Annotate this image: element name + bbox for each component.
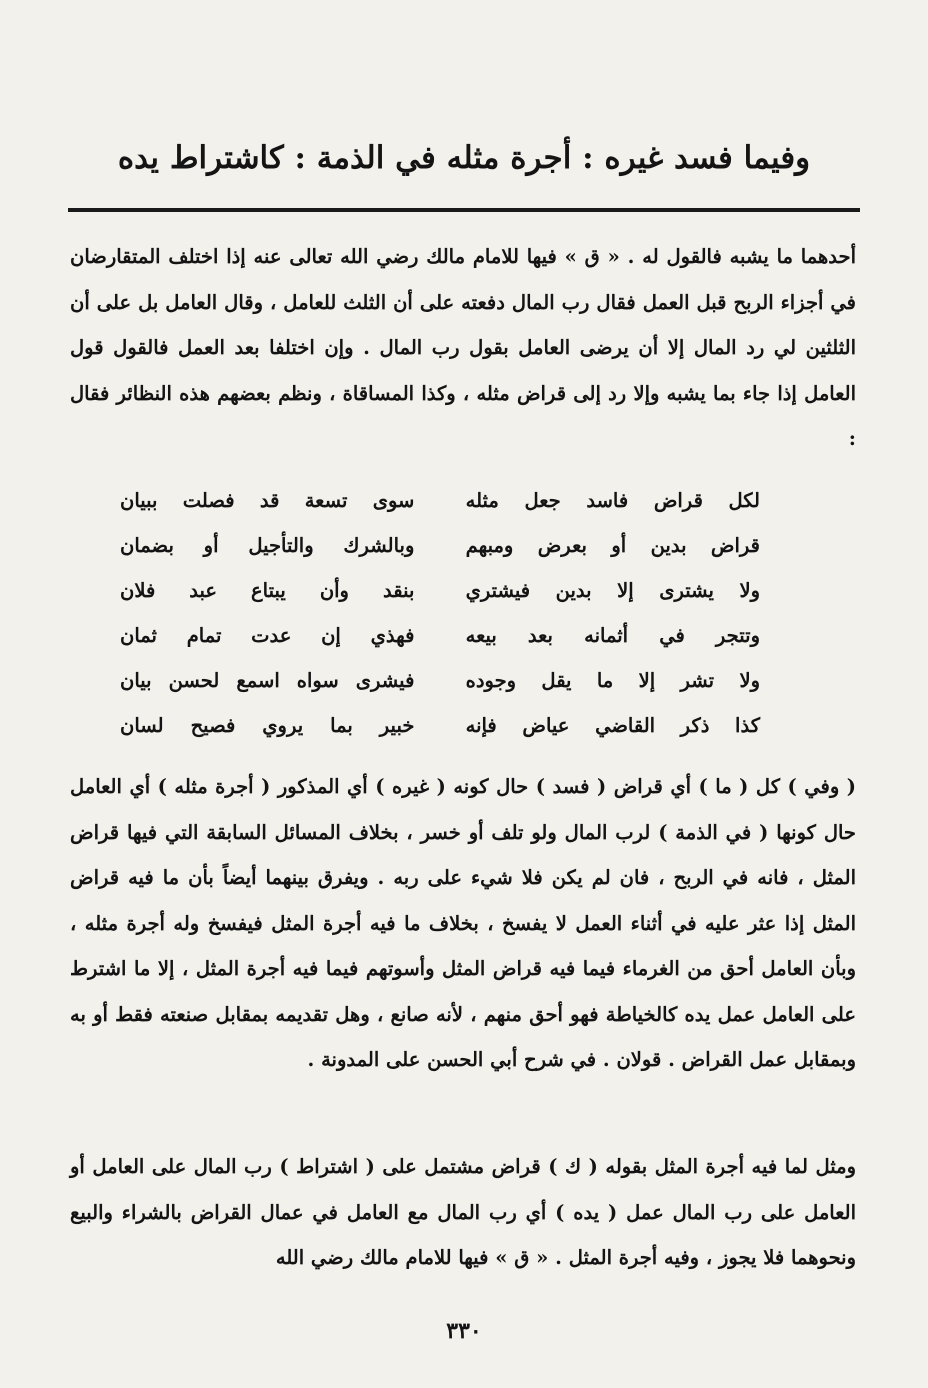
verse-row [120,613,760,658]
verse-second-hemistich: بنقد وأن يبتاع عبد فلان [120,579,415,602]
header-divider [68,208,860,212]
verse-first-hemistich: لكل قراض فاسد جعل مثله [465,489,760,512]
page-number: ٣٣٠ [446,1318,482,1344]
verse-second-hemistich: فيشرى سواه اسمع لحسن بيان [120,669,415,692]
verse-row [120,523,760,568]
page-header-title: وفيما فسد غيره : أجرة مثله في الذمة : كاشتراط يده [117,140,811,176]
verse-first-hemistich: ولا تشر إلا ما يقل وجوده [465,669,760,692]
verse-row [120,568,760,613]
verse-first-hemistich: وتتجر في أثمانه بعد بيعه [465,624,760,647]
verse-second-hemistich: فهذي إن عدت تمام ثمان [120,624,415,647]
verse-second-hemistich: سوى تسعة قد فصلت ببيان [120,489,415,512]
verse-first-hemistich: كذا ذكر القاضي عياض فإنه [465,714,760,737]
body-paragraph-1: أحدهما ما يشبه فالقول له . « ق » فيها للامام مالك رضي الله تعالى عنه إذا اختلف المتقارضان في أجزاء الربح قبل العمل فقال رب المال دفعته على أن الثلث للعامل ، وقال العامل بل على أن الثلثين لي رد المال إلا أن يرضى العامل بقول رب المال . وإن اختلفا بعد العمل فالقول قول العامل إذا جاء بما يشبه وإلا رد إلى قراض مثله ، وكذا المساقاة ، ونظم بعضهم هذه النظائر فقال : [70,245,856,450]
poem-verses [120,478,760,748]
verse-row [120,478,760,523]
body-paragraph-2: ( وفي ) كل ( ما ) أي قراض ( فسد ) حال كونه ( غيره ) أي المذكور ( أجرة مثله ) أي العامل حال كونها ( في الذمة ) لرب المال ولو تلف أو خسر ، بخلاف المسائل السابقة التي فيها قراض المثل ، فانه في الربح ، فان لم يكن فلا شيء على ربه . ويفرق بينهما أيضاً بأن ما فيه قراض المثل إذا عثر عليه في أثناء العمل لا يفسخ ، بخلاف ما فيه أجرة المثل فيفسخ وله أجرة مثله ، وبأن العامل أحق من الغرماء فيما فيه قراض المثل وأسوتهم فيما فيه أجرة المثل ، إلا ما اشترط على العامل عمل يده كالخياطة فهو أحق منهم ، لأنه صانع ، وهل تقديمه بمقابل صنعته فقط أو به وبمقابل عمل القراض . قولان . في شرح أبي الحسن على المدونة . [70,775,856,1071]
verse-second-hemistich: خبير بما يروي فصيح لسان [120,714,415,737]
verse-first-hemistich: ولا يشترى إلا بدين فيشتري [465,579,760,602]
verse-second-hemistich: وبالشرك والتأجيل أو بضمان [120,534,415,557]
body-paragraph-3: ومثل لما فيه أجرة المثل بقوله ( ك ) قراض مشتمل على ( اشتراط ) رب المال على العامل أو العامل على رب المال عمل ( يده ) أي رب المال مع العامل في عمال القراض بالشراء والبيع ونحوهما فلا يجوز ، وفيه أجرة المثل . « ق » فيها للامام مالك رضي الله [70,1155,856,1269]
verse-row [120,658,760,703]
verse-row [120,703,760,748]
verse-first-hemistich: قراض بدين أو بعرض ومبهم [465,534,760,557]
